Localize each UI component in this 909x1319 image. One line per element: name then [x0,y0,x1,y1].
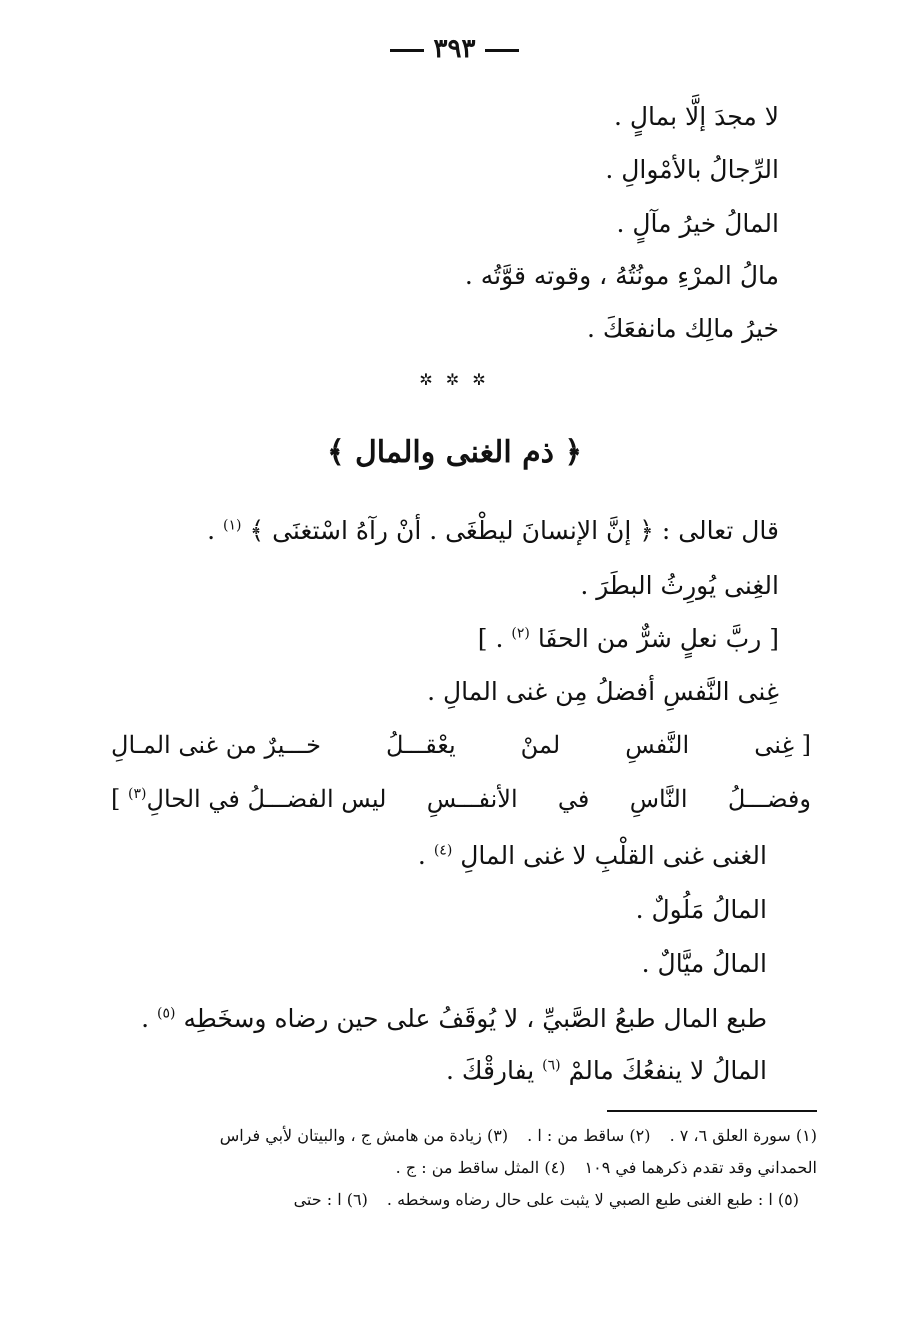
footnote-ref: (١) [223,517,242,534]
verse-word: في [557,785,590,813]
line-text: [ ربَّ نعلٍ شرٌّ من الحفَا [537,624,779,653]
footnote-ref: (٣) [128,786,147,802]
page-number [0,36,909,62]
line-end: يفارقْكَ . [445,1056,543,1085]
line-end: . [141,1004,158,1033]
section-separator: ✲ ✲ ✲ [419,370,490,389]
line-text: قال تعالى : ﴿ إنَّ الإنسانَ ليطْغَى . أنْ رآهُ اسْتغنَى ﴾ [249,516,779,545]
dash-left [485,49,519,52]
line-text: الغنى غنى القلْبِ لا غنى المالِ [460,841,767,870]
line-text: طبع المال طبعُ الصَّبيِّ ، لا يُوقَفُ على حين رضاه وسخَطِه [183,1004,767,1033]
text-line: خيرُ مالِك مانفعَكَ . [586,314,779,343]
footnote-ref: (٢) [511,625,530,642]
text-line: المالُ خيرُ مآلٍ . [616,209,779,238]
footnote-line [206,1128,817,1144]
footnote: (٣) زيادة من هامش ج ، والبيتان لأبي فراس [219,1126,509,1145]
text-line [446,1058,767,1083]
footnote-ref: (٥) [157,1005,176,1022]
line-text: المالُ مَلُولٌ . [635,895,767,924]
bracket: ] [111,785,121,813]
footnote: (١) سورة العلق ٦، ٧ . [669,1126,817,1145]
verse-word: النَّفسِ [625,731,690,759]
footnote-ref: (٦) [542,1057,561,1074]
text-line [642,951,767,976]
text-line [427,679,779,704]
line-text: الغِنى يُورِثُ البطَرَ . [580,571,779,600]
text-line [141,1006,767,1031]
verse-word: خـــيرٌ من غنى المـالِ [111,731,321,759]
verse-line-2 [111,787,811,811]
verse-word: النَّاسِ [629,785,688,813]
text-line [580,573,779,598]
footnote: (٦) ا : حتى [293,1190,368,1209]
dash-right [390,49,424,52]
section-heading: ﴿ ذم الغنى والمال ﴾ [326,435,583,470]
footnote: الحمداني وقد تقدم ذكرهما في ١٠٩ [584,1158,817,1177]
text-line: الرِّجالُ بالأمْوالِ . [605,155,779,184]
footnote-line [382,1160,817,1176]
line-end: . [417,841,434,870]
verse-line-1 [111,733,811,757]
verse-word: وفضـــلُ [727,785,811,813]
line-text: غِنى النَّفسِ أفضلُ مِن غنى المالِ . [427,677,779,706]
footnote-line [280,1192,799,1208]
verse-word: يعْقـــلُ [385,731,456,759]
line-end: . [207,516,224,545]
footnote: (٥) ا : طبع الغنى طبع الصبي لا يثبت على حال رضاه وسخطه . [386,1190,799,1209]
footnote: (٢) ساقط من : ا . [527,1126,651,1145]
footnote-divider [607,1110,817,1112]
footnote: (٤) المثل ساقط من : ج . [395,1158,566,1177]
text-line [478,626,779,651]
footnote-ref: (٤) [433,842,453,859]
verse-word: لمنْ [520,731,561,759]
text-line: مالُ المرْءِ مونُتُهُ ، وقوته قوَّتُه . [464,261,779,290]
verse-word: الأنفـــسِ [426,785,518,813]
line-end: . ] [477,624,512,653]
text-line [418,843,767,868]
text-line [207,518,779,543]
verse-word: [ غِنى [754,731,811,759]
text-line [636,897,767,922]
verse-text: ليس الفضـــلُ في الحالِ [146,785,387,813]
page-number-text: ٣٩٣ [433,34,476,64]
line-text: المالُ ميَّالٌ . [641,949,767,978]
verse-word [111,787,386,811]
text-line: لا مجدَ إلَّا بمالٍ . [613,102,779,131]
line-text: المالُ لا ينفعُكَ مالمْ [568,1056,767,1085]
